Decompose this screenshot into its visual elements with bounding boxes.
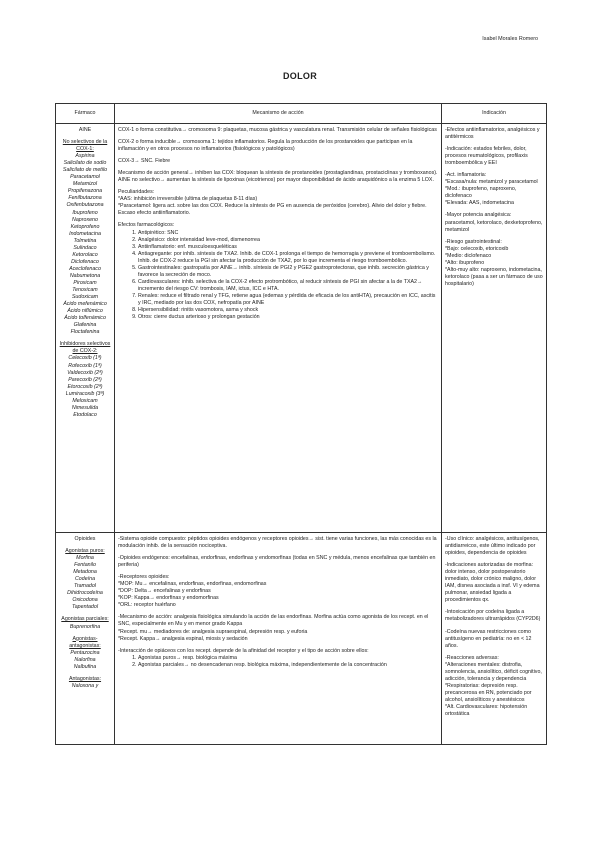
list-item: Fenilbutazona	[68, 195, 102, 202]
list-item: Nalorfina	[74, 656, 96, 663]
paragraph: -Opioides endógenos: encefalinas, endorfinas, endorfinas y endomorfinas (todas en SNC y médula, menos encefalinas que también en periferia)	[118, 555, 436, 569]
list-item: Meloxicam	[72, 397, 98, 404]
list-item: Lumiracoxib (3ª)	[65, 390, 105, 397]
list-item: 1. Antipirético: SNC	[138, 230, 438, 237]
drug-list	[59, 624, 111, 631]
list-item: *Alt. Cardiovasculares: hipotensión ortostática	[445, 703, 528, 718]
list-item: Aceclofenaco	[69, 265, 101, 272]
group-subtitle: Inhibidores selectivos de COX-2:	[59, 341, 111, 355]
list-item: Ketorolaco	[72, 251, 98, 258]
list-item: Paracetamol	[70, 174, 100, 181]
list-item: Diclofenaco	[71, 258, 99, 265]
group-subtitle: Agonistas puros:	[65, 548, 105, 555]
list-item: 4. Antiagregante: por inhib. síntesis de TXA2. Inhib. de COX-1 prolonga el tiempo de hemorragia y previene el tromboembolismo. Inhib. de COX-2 reduce la PGI sin afectar la producción de TXA2, por lo que incrementa el riesgo tromboembólico.	[138, 251, 438, 265]
group-title: AINE	[78, 127, 92, 133]
aine-indication-cell	[442, 124, 547, 533]
list-item: Metadona	[73, 569, 97, 576]
list-item: Metamizol	[72, 181, 98, 188]
list-item: Nabumetona	[69, 272, 101, 279]
table-row	[56, 124, 547, 533]
drug-list	[59, 355, 111, 418]
paragraph: Peculiaridades:	[118, 189, 155, 196]
drug-table	[55, 103, 547, 745]
list-item: *Alto: ibuprofeno	[445, 259, 485, 266]
header-farmaco: Fármaco	[56, 104, 115, 124]
drug-list	[59, 683, 111, 690]
list-item: Parecoxib (2ª)	[68, 376, 102, 383]
list-item: *Recept. Kappa→ analgesia espinal, miosis y sedación	[118, 635, 248, 642]
list-item: Floctafenina	[70, 329, 100, 336]
list-item: *Recept. mu→ mediadores de: analgesia supraespinal, depresión resp. y euforia	[118, 628, 308, 635]
paragraph: COX-2 o forma inducible→ cromosoma 1: tejidos inflamatorios. Regula la producción de los prostanoides que participan en la inflamación y en otros procesos no inflamatorios (fisiológicos y patológicos)	[118, 139, 413, 153]
list-item: *Escasa/nula: metamizol y paracetamol	[445, 179, 538, 186]
group-subtitle: Antagonistas:	[68, 675, 102, 682]
paragraph: -Mecanismo de acción: analgesia fisiológica simulando la acción de las endorfinas. Morfina actúa como agonista de los recept. en el SNC, especialmente en Mu y en menor grado Kappa	[118, 614, 429, 628]
drug-list	[59, 650, 111, 671]
line-list	[445, 179, 543, 207]
list-item: Ácido tolfenámico	[64, 315, 106, 322]
group-subtitle: Agonistas parciales:	[61, 616, 109, 623]
effects-list	[118, 230, 438, 322]
list-item: Ibuprofeno	[72, 209, 98, 216]
list-item: Naloxona y	[71, 682, 99, 689]
drug-list	[59, 153, 111, 336]
list-item: Tenoxicam	[72, 287, 98, 294]
paragraph: -Sistema opioide compuesto: péptidos opioides endógenos y receptores opioides→ sist. tiene varias funciones, las más conocidas es la modulación inhib. de la sensación nociceptiva.	[118, 536, 437, 550]
group-subtitle: No selectivos de la COX-1:	[62, 139, 108, 153]
list-item: Celecoxib (1ª)	[68, 355, 102, 362]
list-item: Pentazocina	[70, 649, 100, 656]
list-item: 9. Otros: cierre ductus arterioso y prolongan gestación	[138, 314, 438, 321]
paragraph: -Indicaciones autorizadas de morfina: dolor intenso, dolor postoperatorio inmediato, dolor crónico maligno, dolor IAM, disnea asociada a insf. VI y edema pulmonar, ansiedad ligada a procedimientos qx.	[445, 562, 540, 604]
list-item: Codeína	[74, 576, 96, 583]
list-item: Nalbufina	[73, 663, 97, 670]
opioid-drugs-cell	[56, 533, 115, 745]
list-item: 2. Analgésico: dolor intensidad leve-mod, dismenorrea	[138, 237, 438, 244]
table-header-row	[56, 104, 547, 124]
list-item: Salicilato de sodio	[63, 160, 107, 167]
list-item: Dihidrocodeína	[67, 590, 103, 597]
list-item: Etodolaco	[73, 411, 97, 418]
list-item: Ácido niflúmico	[67, 308, 103, 315]
group-subtitle: Agonistas-antagonistas:	[69, 635, 101, 649]
list-item: Salicilato de metilo	[62, 167, 108, 174]
list-item: Aspirina	[75, 153, 95, 160]
list-item: Oxifenbutazona	[66, 202, 104, 209]
paragraph: *Paracetamol: ligera act. sobre las dos COX. Reduce la síntesis de PG en ausencia de peróxidos (cerebro). Alivio del dolor y fiebre. Escaso efecto antiinflamatorio.	[118, 203, 427, 217]
opioid-mechanism-cell	[115, 533, 442, 745]
list-item: 5. Gastrointestinales: gastropatía por AINE→ inhib. síntesis de PGI2 y PGE2 gastroprotectoras, que inhib. secreción gástrica y favorece la secreción de moco.	[138, 265, 438, 279]
list-item: 1. Agonistas puros→ resp. biológica máxima	[138, 655, 438, 662]
paragraph: COX-1 o forma constitutiva→ cromosoma 9: plaquetas, mucosa gástrica y vasculatura renal. Transmisión celular de señales fisiológicas	[118, 127, 437, 133]
paragraph: -Reacciones adversas:	[445, 654, 499, 661]
header-indicacion: Indicación	[442, 104, 547, 124]
paragraph: Efectos farmacológicos:	[118, 222, 175, 229]
list-item: Tramadol	[74, 583, 96, 590]
opioid-indication-cell	[442, 533, 547, 745]
list-item: Sudoxicam	[71, 294, 99, 301]
list-item: Propifenazona	[67, 188, 103, 195]
list-item: Ácido mefenámico	[63, 301, 107, 308]
list-item: Naproxeno	[72, 216, 98, 223]
list-item: *Mod.: ibuprofeno, naproxeno, diclofenaco	[445, 186, 517, 200]
paragraph: -Riesgo gastrointestinal:	[445, 238, 502, 245]
list-item: *Alteraciones mentales: distrofia, somnolencia, ansiolítico, déficit cognitivo, adicción, tolerancia y dependencia	[445, 661, 542, 682]
list-item: *KOP: Kappa→ endorfinas y endomorfinas	[118, 595, 219, 602]
paragraph: -Indicación: estados febriles, dolor, procesos reumatológicos, profilaxis tromboembólica y EEI	[445, 146, 528, 167]
paragraph: -Codeína nuevas restricciones como antitusígeno en pediatría: no en < 12 años.	[445, 628, 532, 649]
header-mecanismo: Mecanismo de acción	[115, 104, 442, 124]
list-item: Piroxicam	[73, 279, 97, 286]
paragraph: -Interacción de opiáceos con los recept. depende de la afinidad del receptor y el tipo de acción sobre ellos:	[118, 647, 369, 654]
list-item: *Medio: diclofenaco	[445, 252, 492, 259]
list-item: *DOP: Delta→ encefalinas y endorfinas	[118, 588, 211, 595]
list-item: Rofecoxib (1ª)	[68, 362, 102, 369]
list-item: Valdecoxib (2ª)	[67, 369, 103, 376]
list-item: 2. Agonistas parciales→ no desencadenan resp. biológica máxima, independientemente de la concentración	[138, 662, 438, 669]
list-item: 7. Renales: reduce el filtrado renal y TFG, retiene agua (edemas y pérdida de eficacia de los antiHTA), precaución en ICC, ascitis y IRC, mediado por las dos COX, nefropatía por AINE	[138, 293, 438, 307]
list-item: *Respiratorias: depresión resp. precancerosa en RN, potenciado por alcohol, ansiolíticos y anestésicos	[445, 682, 532, 703]
paragraph: *AAS: inhibición irreversible (ultima de plaquetas 8-11 días)	[118, 196, 258, 203]
drug-list	[59, 555, 111, 611]
line-list	[118, 629, 438, 643]
list-item: *Alto-muy alto: naproxeno, indometacina, ketorolaco (pasa a ser un fármaco de uso hospitalario)	[445, 266, 543, 287]
list-item: Glafenina	[73, 322, 97, 329]
line-list	[445, 246, 543, 288]
list-item: Morfina	[76, 555, 94, 562]
paragraph: Mecanismo de acción general→ inhiben las COX: bloquean la síntesis de prostanoides (prostaglandinas, prostaciclinas y tromboxanos). AINE no selectivo→ aumentan la síntesis de lipoxinas (eicotrienos) por mayor disponibilidad de ácido araquidónico a la enzima 5 LOX.	[118, 170, 438, 184]
list-item: *Elevada: AAS, indometacina	[445, 200, 514, 207]
paragraph: -Receptores opioides:	[118, 574, 170, 581]
interaction-list	[118, 655, 438, 669]
list-item: Fentanilo	[74, 562, 96, 569]
line-list	[445, 662, 543, 718]
list-item: 6. Cardiovasculares: inhib. selectiva de la COX-2 efecto protrombótico, al reducir síntesis de PGI sin afectar a la de TXA2→ incremento del riesgo CV: trombosis, IAM, ictus, ICC e HTA.	[138, 279, 438, 293]
paragraph: -Mayor potencia analgésica: paracetamol, ketorolaco, dexketoprofeno, metamizol	[445, 212, 543, 233]
list-item: Nimesulida	[71, 404, 99, 411]
list-item: 8. Hipersensibilidad: rinitis vasomotora, asma y shock	[138, 307, 438, 314]
aine-drugs-cell	[56, 124, 115, 533]
paragraph: -Act. inflamatoria:	[445, 172, 487, 179]
list-item: Indometacina	[69, 230, 101, 237]
list-item: Buprenorfina	[69, 623, 101, 630]
list-item: Tolmetina	[73, 237, 97, 244]
paragraph: COX-3→ SNC. Fiebre	[118, 158, 171, 165]
list-item: Oxicodona	[72, 597, 98, 604]
list-item: *MOP: Mu→ encefalinas, endorfinas, endorfinas, endomorfinas	[118, 581, 267, 588]
list-item: Ketoprofeno	[70, 223, 100, 230]
paragraph: -Uso clínico: analgésicos, antitusígenos, antidiarreicos, este último indicado por opioides, dependencia de opioides	[445, 536, 540, 557]
paragraph: -Efectos antiinflamatorios, analgésicos y antitérmicos	[445, 127, 540, 141]
author-name: Isabel Morales Romero	[482, 36, 538, 42]
list-item: Sulindaco	[73, 244, 97, 251]
line-list	[118, 581, 438, 609]
list-item: *Bajo: celecoxib, etoricoxib	[445, 245, 509, 252]
list-item: 3. Antiinflamatorio: enf. musculoesqueléticas	[138, 244, 438, 251]
table-row	[56, 533, 547, 745]
list-item: Etorocoxib (2ª)	[67, 383, 103, 390]
group-title: Opioides	[74, 536, 96, 542]
list-item: Tapentadol	[71, 604, 99, 611]
paragraph: -Intoxicación por codeína ligada a metabolizadores ultrarrápidos (CYP2D6)	[445, 609, 541, 623]
document-title: DOLOR	[283, 71, 317, 81]
list-item: *ORL: receptor huérfano	[118, 602, 176, 609]
aine-mechanism-cell	[115, 124, 442, 533]
